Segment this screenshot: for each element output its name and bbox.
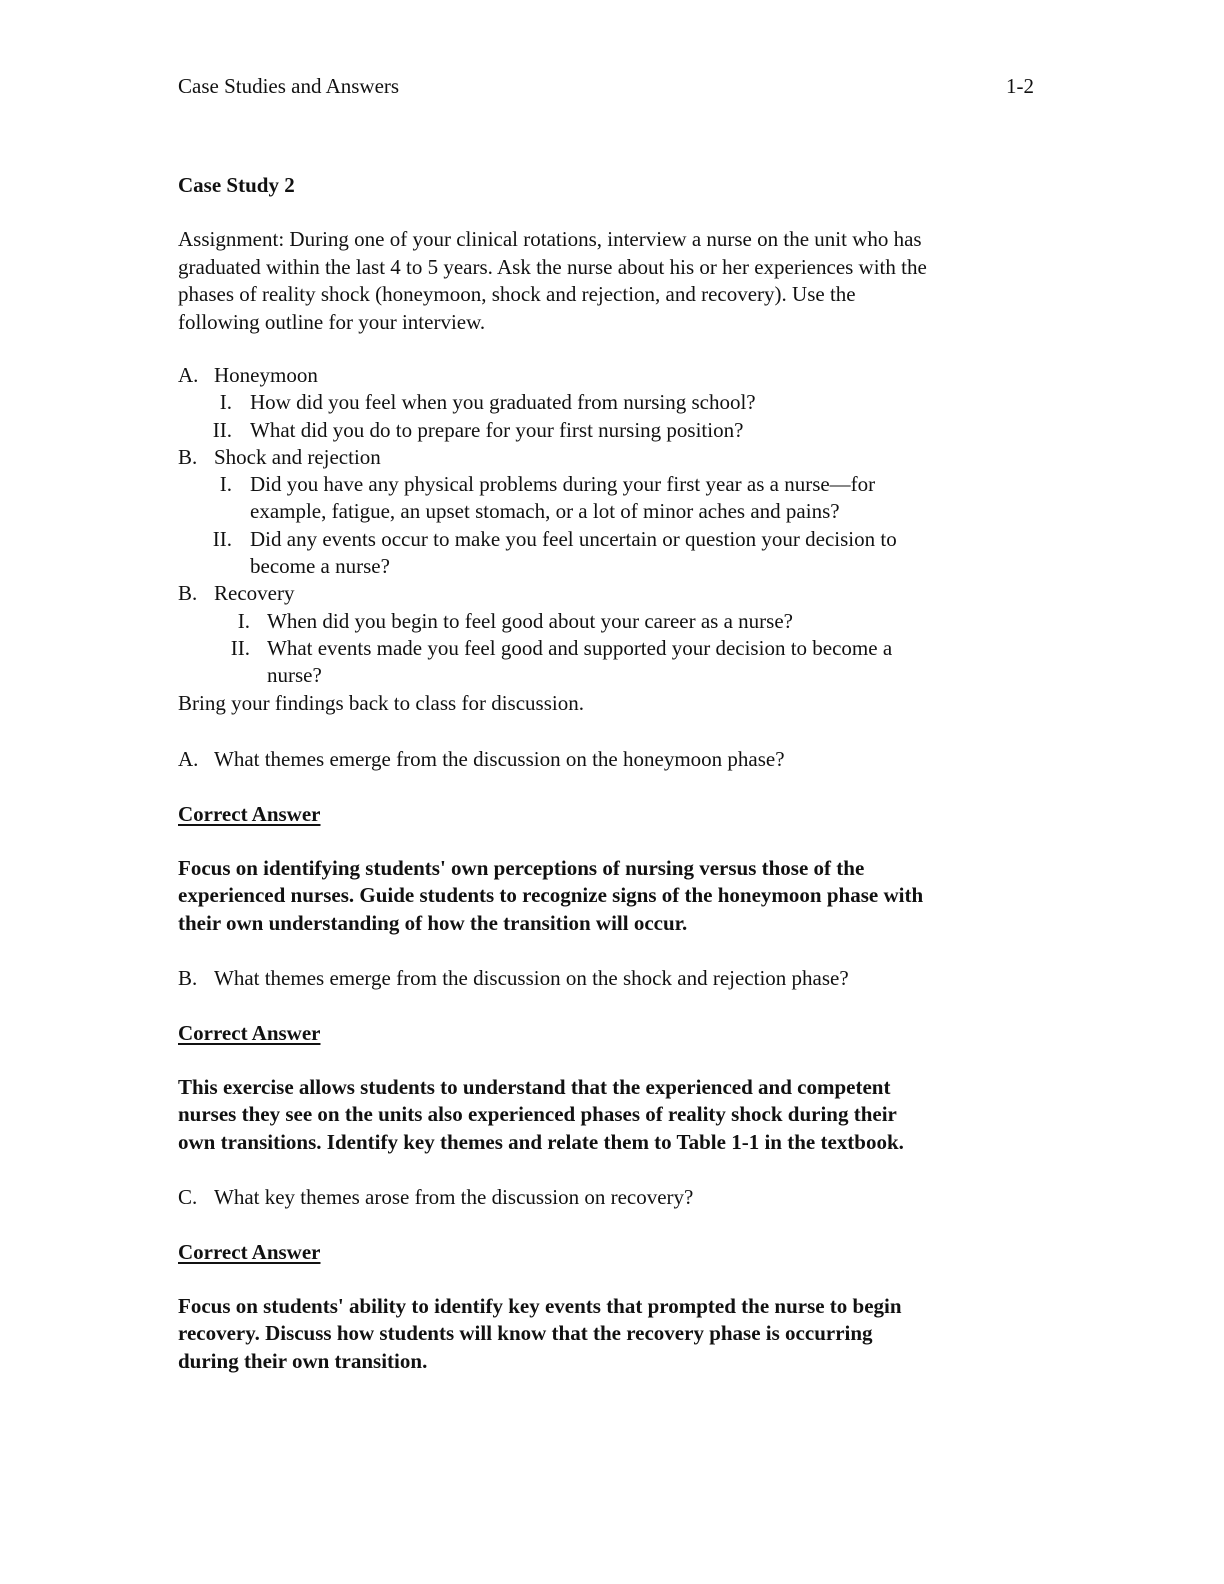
answer-line: their own understanding of how the transition will occur. [178,910,688,935]
outline-section-recovery [178,580,1038,607]
answer-line: during their own transition. [178,1348,428,1373]
assignment-line: phases of reality shock (honeymoon, shock and rejection, and recovery). Use the [178,282,856,306]
answer-line: own transitions. Identify key themes and relate them to Table 1-1 in the textbook. [178,1129,904,1154]
outline-item-continuation [178,498,1038,525]
outline-item-text: nurse? [267,663,322,688]
interview-outline [178,362,1038,717]
closing-instruction: Bring your findings back to class for discussion. [178,690,584,715]
outline-marker: II. [212,526,232,551]
outline-item-continuation [178,553,1038,580]
outline-section-label: Recovery [214,581,295,606]
assignment-line: Assignment: During one of your clinical rotations, interview a nurse on the unit who has [178,227,922,251]
outline-marker: I. [237,608,250,633]
outline-marker: A. [178,363,199,387]
outline-section-shock-rejection [178,444,1038,471]
correct-answer-label: Correct Answer [178,1021,321,1045]
discussion-question [178,1183,693,1211]
correct-answer-label: Correct Answer [178,802,321,826]
outline-item [178,608,1038,635]
answer-text [178,1293,1058,1375]
correct-answer-label: Correct Answer [178,1240,321,1264]
outline-item [178,389,1038,416]
answer-line: recovery. Discuss how students will know that the recovery phase is occurring [178,1321,873,1346]
discussion-question [178,745,785,773]
assignment-line: graduated within the last 4 to 5 years. Ask the nurse about his or her experiences with the [178,254,927,279]
answer-line: Focus on identifying students' own perceptions of nursing versus those of the [178,856,865,880]
outline-item-text: Did you have any physical problems during your first year as a nurse—for [250,472,876,497]
answer-line: Focus on students' ability to identify key events that prompted the nurse to begin [178,1294,902,1318]
outline-item-text: Did any events occur to make you feel uncertain or question your decision to [250,526,897,551]
outline-item-text: example, fatigue, an upset stomach, or a lot of minor aches and pains? [250,499,840,524]
question-text: What themes emerge from the discussion on the honeymoon phase? [214,747,785,771]
outline-marker: II. [212,417,232,442]
outline-item-continuation [178,662,1038,689]
page-number: 1-2 [1006,74,1034,98]
running-title: Case Studies and Answers [178,74,400,98]
outline-section-label: Honeymoon [214,363,318,387]
outline-item [178,471,1038,498]
outline-item-text: What did you do to prepare for your first nursing position? [250,417,744,442]
answer-line: experienced nurses. Guide students to recognize signs of the honeymoon phase with [178,883,924,908]
outline-item [178,526,1038,553]
assignment-paragraph [178,226,1038,336]
outline-marker: B. [178,444,198,469]
question-marker: B. [178,966,198,990]
question-text: What key themes arose from the discussion on recovery? [214,1185,694,1209]
outline-item-text: become a nurse? [250,554,390,579]
outline-section-label: Shock and rejection [214,444,381,469]
outline-item [178,417,1038,444]
outline-marker: I. [219,390,232,415]
question-text: What themes emerge from the discussion on the shock and rejection phase? [214,966,849,990]
question-marker: C. [178,1185,198,1209]
answer-line: This exercise allows students to understand that the experienced and competent [178,1075,891,1099]
outline-marker: I. [219,472,232,497]
outline-item-text: What events made you feel good and supported your decision to become a [267,635,893,660]
outline-item [178,635,1038,662]
outline-marker: II. [230,635,250,660]
answer-text [178,855,1058,937]
outline-item-text: When did you begin to feel good about your career as a nurse? [267,608,793,633]
answer-text [178,1074,1058,1156]
outline-section-honeymoon [178,362,1038,389]
discussion-question [178,964,849,992]
question-marker: A. [178,747,199,771]
outline-marker: B. [178,581,198,606]
outline-item-text: How did you feel when you graduated from nursing school? [250,390,756,415]
assignment-line: following outline for your interview. [178,309,486,334]
answer-line: nurses they see on the units also experienced phases of reality shock during their [178,1102,897,1127]
case-study-title: Case Study 2 [178,173,295,197]
